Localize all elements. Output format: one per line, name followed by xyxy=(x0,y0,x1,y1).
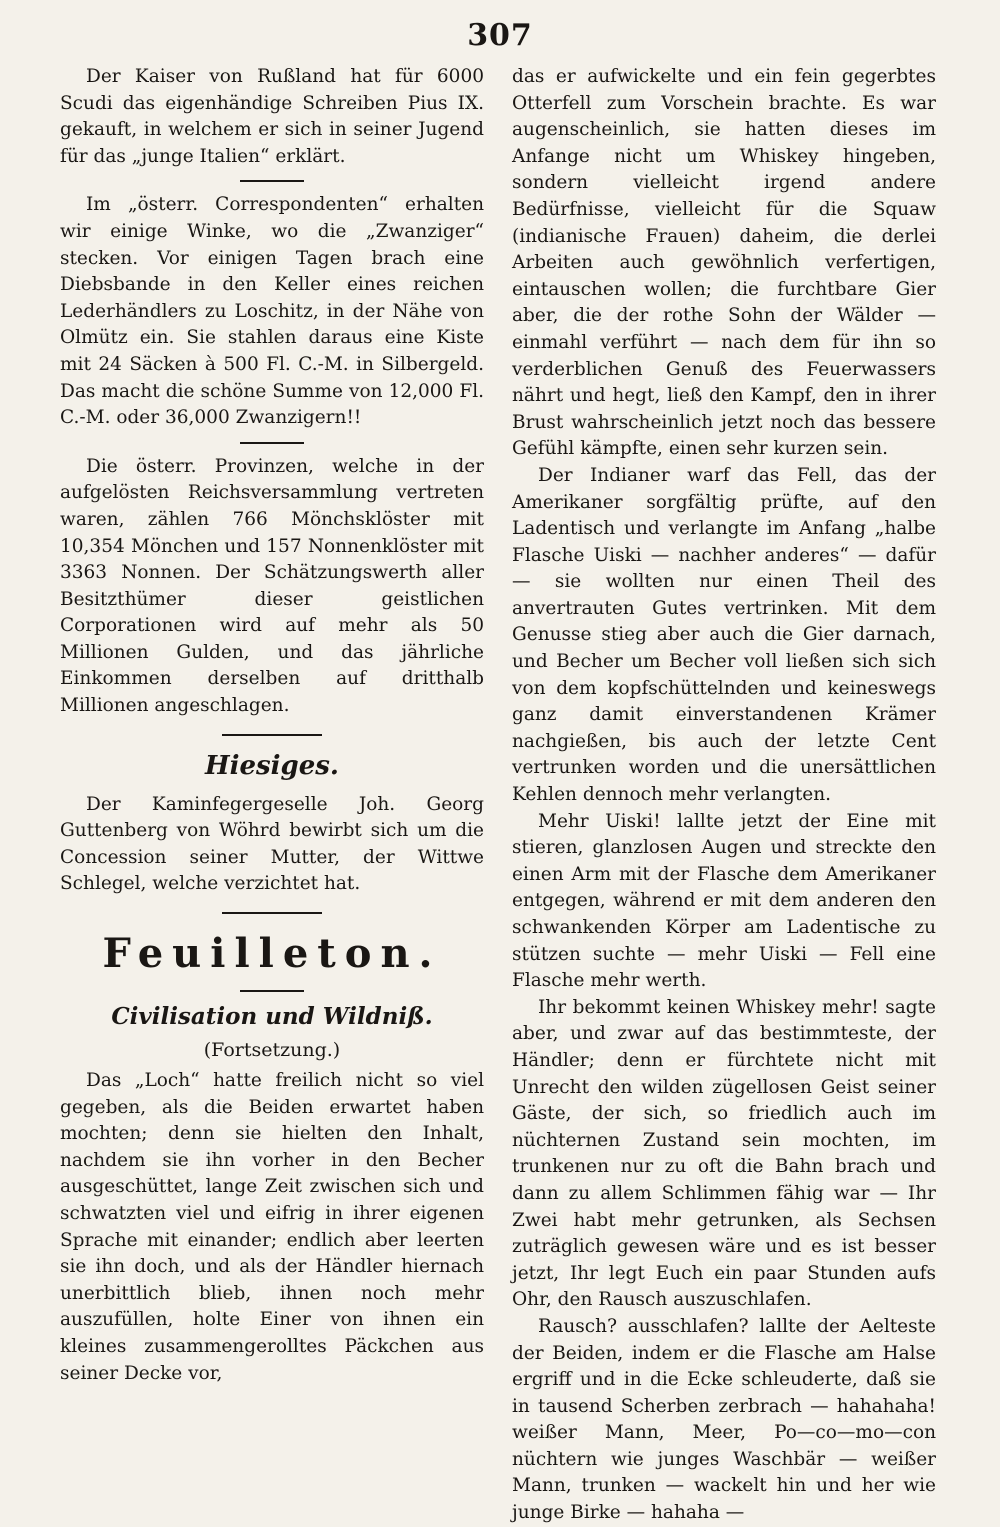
story-title: Civilisation und Wildniß. xyxy=(111,1003,433,1031)
news-item-zwanziger: Im „österr. Correspondenten“ erhalten wir einige Winke, wo die „Zwanziger“ stecken. Vor einigen Tagen brach eine Diebsbande in den Keller eines reichen Lederhändlers zu Loschitz, in der Nähe von Olmütz ein. Sie stahlen daraus eine Kiste mit 24 Säcken à 500 Fl. C.-M. in Silbergeld. Das macht die schöne Summe von 12,000 Fl. C.-M. oder 36,000 Zwanzigern!! xyxy=(60,194,484,429)
section-heading-hiesiges: Hiesiges. xyxy=(205,750,339,781)
story-paragraph: Der Indianer warf das Fell, das der Amerikaner sorgfältig prüfte, auf den Ladentisch und verlangte im Anfang „halbe Flasche Uiski — nachher anderes“ — dafür — sie wollten nur einen Theil des anvertrauten Gutes vertrinken. Mit dem Genusse stieg aber auch die Gier darnach, und Becher um Becher voll ließen sich sich von dem kopfschüttelnden und keineswegs ganz damit einverstandenen Krämer nachgießen, bis auch der letzte Cent vertrunken worden und die unersättlichen Kehlen dennoch mehr verlangten. xyxy=(512,464,936,806)
story-paragraph: Das „Loch“ hatte freilich nicht so viel gegeben, als die Beiden erwartet haben mochten; denn sie hielten den Inhalt, nachdem sie ihn vorher in den Becher ausgeschüttet, lange Zeit zwischen sich und schwatzten viel und eifrig in ihrer eigenen Sprache mit einander; endlich aber leerten sie ihn doch, und als der Händler hiernach unerbittlich blieb, ihnen noch mehr auszufüllen, holte Einer von ihnen ein kleines zusammengerolltes Päckchen aus seiner Decke vor, xyxy=(60,1070,484,1384)
news-item-russia: Der Kaiser von Rußland hat für 6000 Scudi das eigenhändige Schreiben Pius IX. gekauft, in welchem er sich in seiner Jugend für das „junge Italien“ erklärt. xyxy=(60,66,484,167)
news-item-chimney-sweep: Der Kaminfegergeselle Joh. Georg Guttenberg von Wöhrd bewirbt sich um die Concession seiner Mutter, der Wittwe Schlegel, welche verzichtet hat. xyxy=(60,793,484,895)
divider xyxy=(240,442,304,444)
news-item-monasteries: Die österr. Provinzen, welche in der aufgelösten Reichsversammlung vertreten waren, zählen 766 Mönchsklöster mit 10,354 Mönchen und 157 Nonnenklöster mit 3363 Nonnen. Der Schätzungswerth aller Besitzthümer dieser geistlichen Corporationen wird auf mehr als 50 Millionen Gulden, und das jährliche Einkommen derselben auf dritthalb Millionen angeschlagen. xyxy=(60,455,484,717)
divider xyxy=(240,180,304,182)
story-paragraph: Rausch? ausschlafen? lallte der Aelteste der Beiden, indem er die Flasche am Halse ergriff und in die Ecke schleuderte, daß sie in tausend Scherben zerbrach — hahahaha! weißer Mann, Meer, Po—co—mo—con nüchtern wie junges Waschbär — weißer Mann, trunken — wackelt hin und her wie junge Birke — hahaha — xyxy=(512,1315,936,1524)
continuation-note: (Fortsetzung.) xyxy=(203,1039,341,1062)
right-column xyxy=(512,64,936,1527)
story-paragraph: Ihr bekommt keinen Whiskey mehr! sagte aber, und zwar auf das bestimmteste, der Händler; denn er fürchtete nicht mit Unrecht den wilden zügellosen Geist seiner Gäste, der sich, so friedlich auch im nüchternen Zustand sein mochten, im trunkenen nur zu oft die Bahn brach und dann zu allem Schlimmen fähig war — Ihr Zwei habt mehr getrunken, als Sechsen zuträglich gewesen wäre und es ist besser jetzt, Ihr legt Euch ein paar Stunden aufs Ohr, den Rausch auszuschlafen. xyxy=(512,996,936,1311)
feuilleton-heading: Feuilleton. xyxy=(102,930,442,978)
divider xyxy=(222,912,322,914)
page-number: 307 xyxy=(467,18,533,53)
divider xyxy=(240,990,304,992)
story-paragraph: das er aufwickelte und ein fein gegerbtes Otterfell zum Vorschein brachte. Es war augenscheinlich, sie hatten dieses im Anfange nicht um Whiskey hingeben, sondern vielleicht irgend andere Bedürfnisse, vielleicht für die Squaw (indianische Frauen) daheim, die derlei Arbeiten auch gewöhnlich verfertigen, eintauschen wollen; die furchtbare Gier aber, die der rothe Sohn der Wälder — einmahl verführt — nach dem für ihn so verderblichen Genuß des Feuerwassers nährt und hegt, ließ den Kampf, den in ihrer Brust wahrscheinlich jetzt noch das bessere Gefühl kämpfte, einen sehr kurzen sein. xyxy=(512,66,936,460)
divider xyxy=(222,734,322,736)
left-column xyxy=(60,64,484,1387)
story-paragraph: Mehr Uiski! lallte jetzt der Eine mit stieren, glanzlosen Augen und streckte den einen Arm mit der Flasche dem Amerikaner entgegen, während er mit dem anderen den schwankenden Körper am Ladentische zu stützen suchte — mehr Uiski — Fell eine Flasche mehr werth. xyxy=(512,810,936,992)
